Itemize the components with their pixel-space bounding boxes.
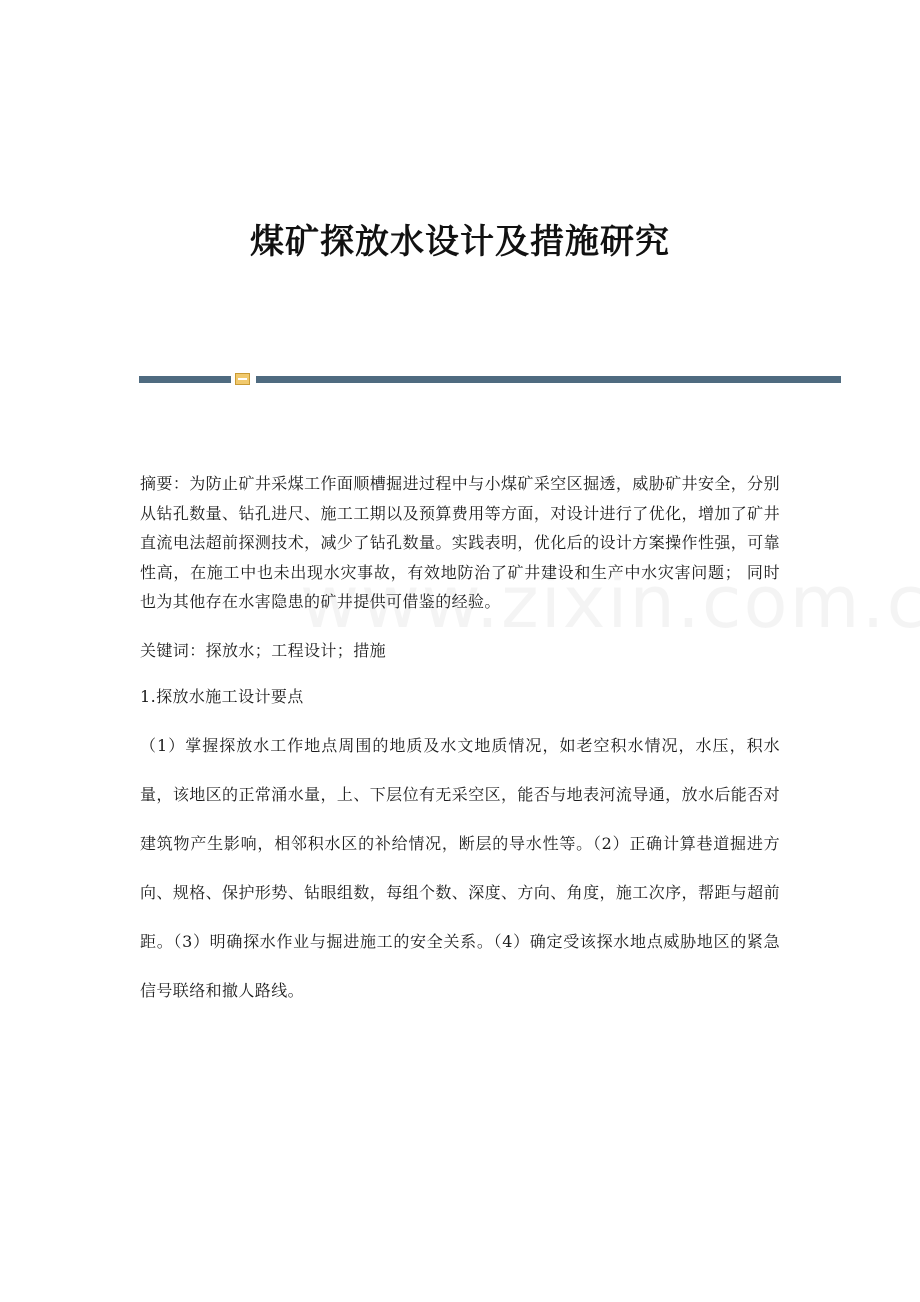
keywords-line: 关键词：探放水；工程设计；措施 [140, 640, 387, 660]
divider-bar-right [256, 376, 841, 383]
abstract-paragraph: 摘要：为防止矿井采煤工作面顺槽掘进过程中与小煤矿采空区掘透，威胁矿井安全，分别从钻孔数量、钻孔进尺、施工工期以及预算费用等方面，对设计进行了优化，增加了矿井直流电法超前探测技术，减少了钻孔数量。实践表明，优化后的设计方案操作性强，可靠性高，在施工中也未出现水灾事故，有效地防治了矿井建设和生产中水灾害问题； 同时也为其他存在水害隐患的矿井提供可借鉴的经验。 [140, 474, 780, 611]
section-heading: 1.探放水施工设计要点 [140, 687, 304, 706]
divider-emblem-icon [235, 373, 250, 385]
divider-bar-left [139, 376, 231, 383]
body-paragraph: （1）掌握探放水工作地点周围的地质及水文地质情况，如老空积水情况，水压，积水量，该地区的正常涌水量，上、下层位有无采空区，能否与地表河流导通，放水后能否对建筑物产生影响，相邻积水区的补给情况，断层的导水性等。（2）正确计算巷道掘进方向、规格、保护形势、钻眼组数，每组个数、深度、方向、角度，施工次序，帮距与超前距。（3）明确探水作业与掘进施工的安全关系。（4）确定受该探水地点威胁地区的紧急信号联络和撤人路线。 [140, 735, 780, 1000]
title-divider [139, 372, 841, 386]
document-title: 煤矿探放水设计及措施研究 [250, 222, 670, 262]
document-body [140, 469, 780, 1015]
